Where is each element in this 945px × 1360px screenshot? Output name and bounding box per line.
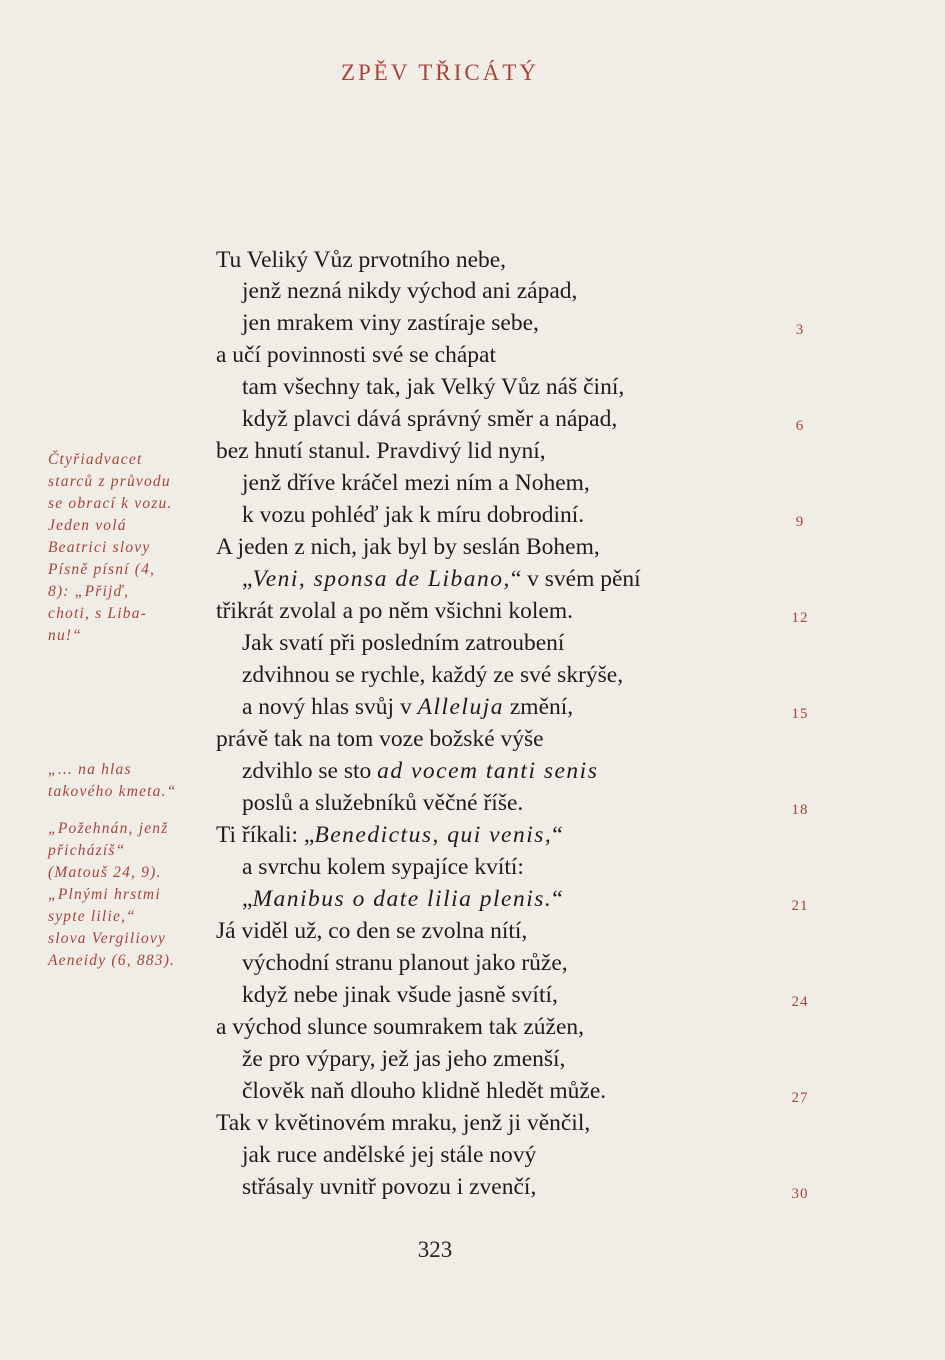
margin-note — [48, 818, 223, 972]
verse-text: jak ruce andělské jej stále nový — [242, 1142, 537, 1168]
line-number: 3 — [795, 322, 805, 338]
verse-line — [242, 628, 564, 658]
verse-text: A jeden z nich, jak byl by seslán Bohem, — [216, 534, 600, 560]
verse-text: jen mrakem viny zastíraje sebe, — [242, 310, 539, 336]
verse-text: bez hnutí stanul. Pravdivý lid nyní, — [216, 438, 546, 464]
verse-text: poslů a služebníků věčné říše. — [242, 790, 524, 816]
verse-text: a východ slunce soumrakem tak zúžen, — [216, 1014, 585, 1040]
verse-text: třikrát zvolal a po něm všichni kolem. — [216, 598, 573, 624]
verse-text: člověk naň dlouho klidně hledět může. — [242, 1078, 607, 1104]
latin-quote: Veni, sponsa de Libano, — [252, 566, 511, 592]
verse-line — [242, 372, 624, 402]
verse-line — [242, 1140, 536, 1170]
line-number: 15 — [791, 706, 809, 722]
verse-line — [216, 1012, 584, 1042]
line-number: 24 — [791, 994, 809, 1010]
verse-text: střásaly uvnitř povozu i zvenčí, — [242, 1174, 537, 1200]
margin-note — [48, 449, 223, 647]
verse-text: právě tak na tom voze božské výše — [216, 726, 544, 752]
verse-text: Ti říkali: „ — [216, 822, 315, 848]
verse-text: jenž dříve kráčel mezi ním a Nohem, — [242, 470, 590, 496]
verse-text: tam všechny tak, jak Velký Vůz náš činí, — [242, 374, 625, 400]
margin-note-line: Aeneidy (6, 883). — [48, 952, 176, 969]
verse-line — [242, 1172, 536, 1202]
verse-line — [242, 692, 573, 722]
verse-text: Tu Veliký Vůz prvotního nebe, — [216, 247, 507, 273]
verse-line — [216, 436, 546, 466]
margin-note-line: „... na hlas — [48, 761, 132, 778]
verse-line — [242, 308, 539, 338]
verse-line — [242, 468, 590, 498]
verse-text: Tak v květinovém mraku, jenž ji věnčil, — [216, 1110, 591, 1136]
verse-line — [216, 724, 544, 754]
latin-quote: ad vocem tanti senis — [377, 758, 599, 784]
verse-text: k vozu pohléď jak k míru dobrodiní. — [242, 502, 585, 528]
verse-line — [242, 660, 623, 690]
margin-note — [48, 759, 223, 803]
verse-line — [216, 820, 563, 850]
verse-line — [216, 596, 573, 626]
verse-line — [216, 1108, 590, 1138]
verse-line — [242, 1076, 606, 1106]
verse-line — [216, 532, 600, 562]
verse-text: Já viděl už, co den se zvolna nítí, — [216, 918, 528, 944]
verse-text: změní, — [504, 694, 574, 720]
verse-text: východní stranu planout jako růže, — [242, 950, 568, 976]
line-number: 9 — [795, 514, 805, 530]
margin-note-line: „Požehnán, jenž — [48, 820, 169, 837]
margin-note-line: se obrací k vozu. — [48, 495, 173, 512]
verse-text: „ — [242, 886, 253, 912]
latin-quote: Manibus o date lilia plenis. — [252, 886, 553, 912]
verse-line — [216, 916, 527, 946]
verse-text: „ — [242, 566, 253, 592]
verse-text: když nebe jinak všude jasně svítí, — [242, 982, 558, 1008]
line-number: 18 — [791, 802, 809, 818]
margin-note-line: 8): „Přijď, — [48, 583, 130, 600]
verse-text: “ — [552, 822, 563, 848]
verse-line — [242, 1044, 565, 1074]
verse-text: a svrchu kolem sypajíce kvítí: — [242, 854, 524, 880]
verse-line — [242, 788, 523, 818]
latin-quote: Benedictus, qui venis, — [314, 822, 553, 848]
verse-text: Jak svatí při posledním zatroubení — [242, 630, 565, 656]
margin-note-line: sypte lilie,“ — [48, 908, 136, 925]
chapter-title: ZPĚV TŘICÁTÝ — [340, 60, 540, 85]
margin-note-line: Čtyřiadvacet — [48, 451, 143, 468]
verse-text: zdvihlo se sto — [242, 758, 378, 784]
margin-note-line: Jeden volá — [48, 517, 127, 534]
verse-text: když plavci dává správný směr a nápad, — [242, 406, 618, 432]
verse-text: že pro výpary, jež jas jeho zmenší, — [242, 1046, 566, 1072]
margin-note-line: choti, s Liba- — [48, 605, 148, 622]
verse-text: a nový hlas svůj v — [242, 694, 418, 720]
page-number: 323 — [417, 1237, 453, 1262]
line-number: 27 — [791, 1090, 809, 1106]
verse-line — [242, 276, 577, 306]
line-number: 30 — [791, 1186, 809, 1202]
verse-line — [216, 340, 496, 370]
line-number: 12 — [791, 610, 809, 626]
verse-text: a učí povinnosti své se chápat — [216, 342, 496, 368]
verse-line — [242, 980, 558, 1010]
latin-quote: Alleluja — [417, 694, 504, 720]
verse-line — [242, 756, 598, 786]
margin-note-line: (Matouš 24, 9). — [48, 864, 162, 881]
margin-note-line: Písně písní (4, — [48, 561, 156, 578]
margin-note-line: takového kmeta.“ — [48, 783, 177, 800]
verse-line — [242, 948, 568, 978]
margin-note-line: přicházíš“ — [48, 842, 126, 859]
verse-line — [242, 884, 563, 914]
margin-note-line: „Plnými hrstmi — [48, 886, 161, 903]
margin-note-line: Beatrici slovy — [48, 539, 151, 556]
margin-note-line: nu!“ — [48, 627, 83, 644]
margin-note-line: starců z průvodu — [48, 473, 171, 490]
line-number: 6 — [795, 418, 805, 434]
verse-text: zdvihnou se rychle, každý ze své skrýše, — [242, 662, 624, 688]
margin-note-line: slova Vergiliovy — [48, 930, 167, 947]
verse-line — [242, 404, 617, 434]
verse-line — [216, 245, 506, 275]
line-number: 21 — [791, 898, 809, 914]
verse-line — [242, 500, 584, 530]
verse-line — [242, 852, 524, 882]
verse-text: “ — [552, 886, 563, 912]
verse-text: “ v svém pění — [510, 566, 641, 592]
verse-line — [242, 564, 641, 594]
verse-text: jenž nezná nikdy východ ani západ, — [242, 278, 578, 304]
